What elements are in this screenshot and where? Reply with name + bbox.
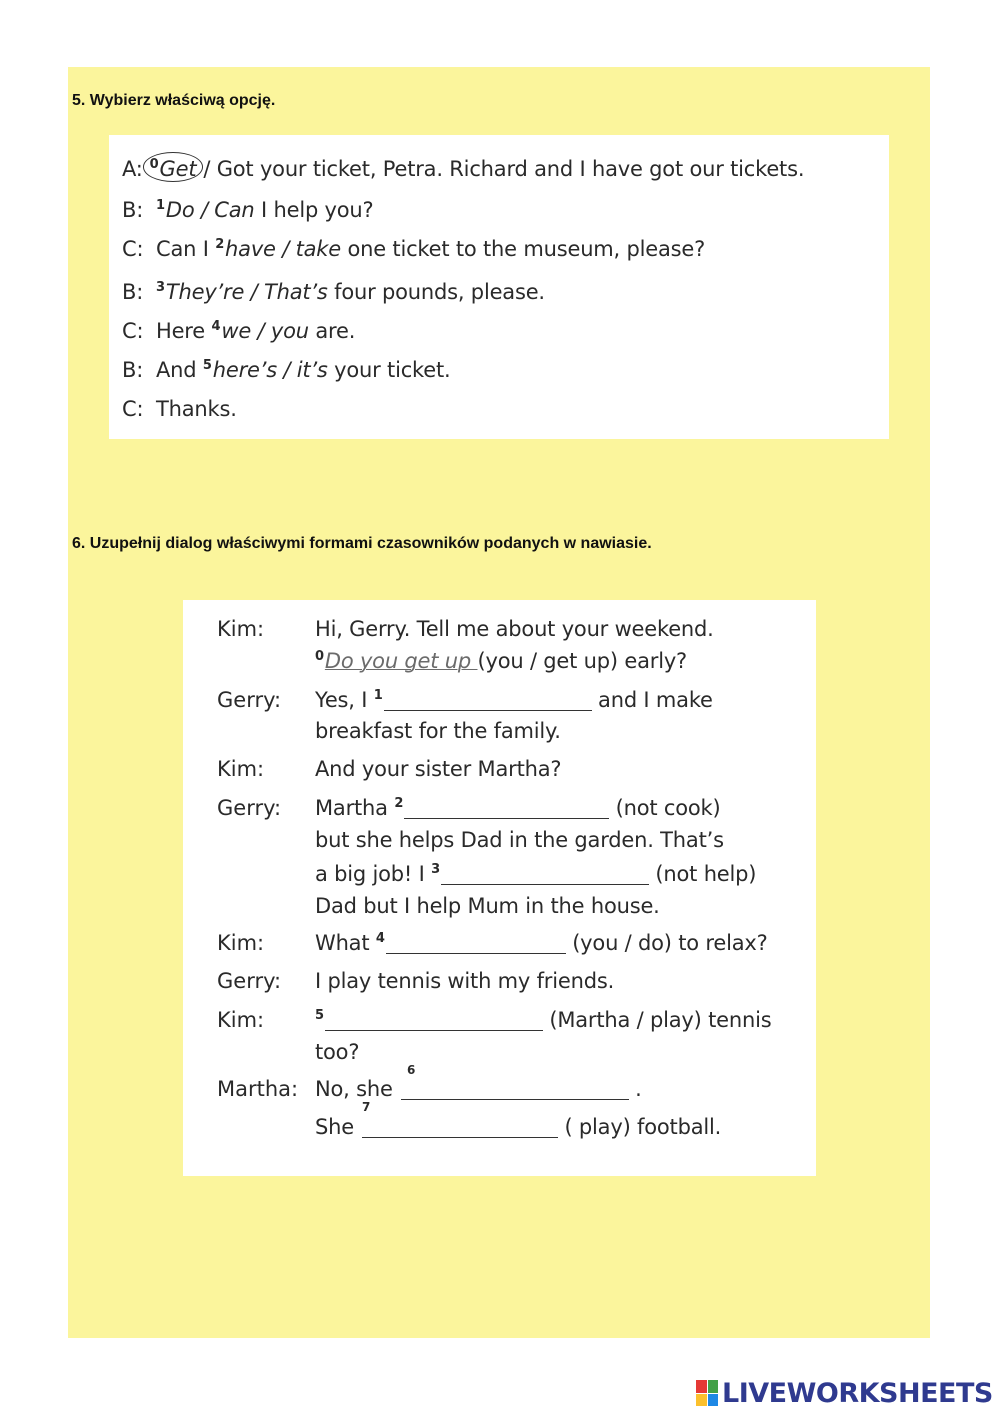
logo-mark-icon	[696, 1380, 718, 1406]
speaker-kim: Kim:	[217, 931, 265, 955]
ex6-line-4: breakfast for the family.	[315, 719, 561, 743]
ex6-line-13: too?	[315, 1040, 360, 1064]
choice-option-2[interactable]: have / take	[225, 237, 341, 261]
choice-option-4[interactable]: we / you	[221, 319, 309, 343]
ex6-line-7: but she helps Dad in the garden. That’s	[315, 828, 724, 852]
answer-blank-3[interactable]	[441, 862, 649, 885]
ex5-line-1: B: $^1$Do / Can I help you?	[122, 198, 374, 222]
ex5-line-3: B: $^3$They’re / That’s four pounds, please.	[122, 280, 545, 304]
answer-blank-4[interactable]	[386, 931, 566, 954]
speaker-kim: Kim:	[217, 617, 265, 641]
ex6-line-3: Yes, I $^1$ and I make	[315, 688, 713, 712]
ex6-line-9: Dad but I help Mum in the house.	[315, 894, 660, 918]
ex6-line-8: a big job! I $^3$ (not help)	[315, 862, 757, 886]
ex6-line-1: Hi, Gerry. Tell me about your weekend.	[315, 617, 714, 641]
circled-example: $^0$Get	[143, 152, 204, 182]
ex6-line-6: Martha $^2$ (not cook)	[315, 796, 721, 820]
ex6-line-15: She ( play) football.	[315, 1115, 722, 1139]
liveworksheets-logo[interactable]	[696, 1378, 993, 1408]
logo-text: LIVEWORKSHEETS	[722, 1377, 993, 1409]
example-answer: Do you get up	[324, 649, 478, 673]
speaker-kim: Kim:	[217, 757, 265, 781]
gap-number-7: 7	[362, 1100, 371, 1114]
answer-blank-5[interactable]	[325, 1008, 543, 1031]
choice-option-1[interactable]: Do / Can	[165, 198, 255, 222]
ex6-line-12: $^5$ (Martha / play) tennis	[315, 1008, 772, 1032]
speaker-gerry: Gerry:	[217, 796, 282, 820]
answer-blank-6[interactable]	[401, 1077, 629, 1100]
ex6-line-2: $^0$Do you get up (you / get up) early?	[315, 649, 688, 673]
exercise-6-title: 6. Uzupełnij dialog właściwymi formami czasowników podanych w nawiasie.	[72, 535, 652, 552]
ex6-line-11: I play tennis with my friends.	[315, 969, 615, 993]
speaker-gerry: Gerry:	[217, 688, 282, 712]
ex5-line-5: B: And $^5$here’s / it’s your ticket.	[122, 358, 451, 382]
ex5-line-2: C: Can I $^2$have / take one ticket to the museum, please?	[122, 237, 706, 261]
answer-blank-2[interactable]	[404, 796, 609, 819]
choice-option-5[interactable]: here’s / it’s	[212, 358, 328, 382]
ex6-line-5: And your sister Martha?	[315, 757, 562, 781]
ex6-line-14: No, she .	[315, 1077, 642, 1101]
speaker-martha: Martha:	[217, 1077, 299, 1101]
gap-number-6: 6	[407, 1063, 416, 1077]
answer-blank-7[interactable]	[362, 1115, 558, 1138]
ex5-line-6: C: Thanks.	[122, 397, 237, 421]
ex6-line-10: What $^4$ (you / do) to relax?	[315, 931, 768, 955]
exercise-5-title: 5. Wybierz właściwą opcję.	[72, 92, 276, 109]
answer-blank-1[interactable]	[384, 688, 592, 711]
speaker-gerry: Gerry:	[217, 969, 282, 993]
speaker-kim: Kim:	[217, 1008, 265, 1032]
choice-option-3[interactable]: They’re / That’s	[165, 280, 328, 304]
speaker-label: A:	[122, 157, 143, 181]
ex5-line-4: C: Here $^4$we / you are.	[122, 319, 356, 343]
ex5-line-a: A: $^0$Get / Got your ticket, Petra. Richard and I have got our tickets.	[122, 152, 804, 182]
